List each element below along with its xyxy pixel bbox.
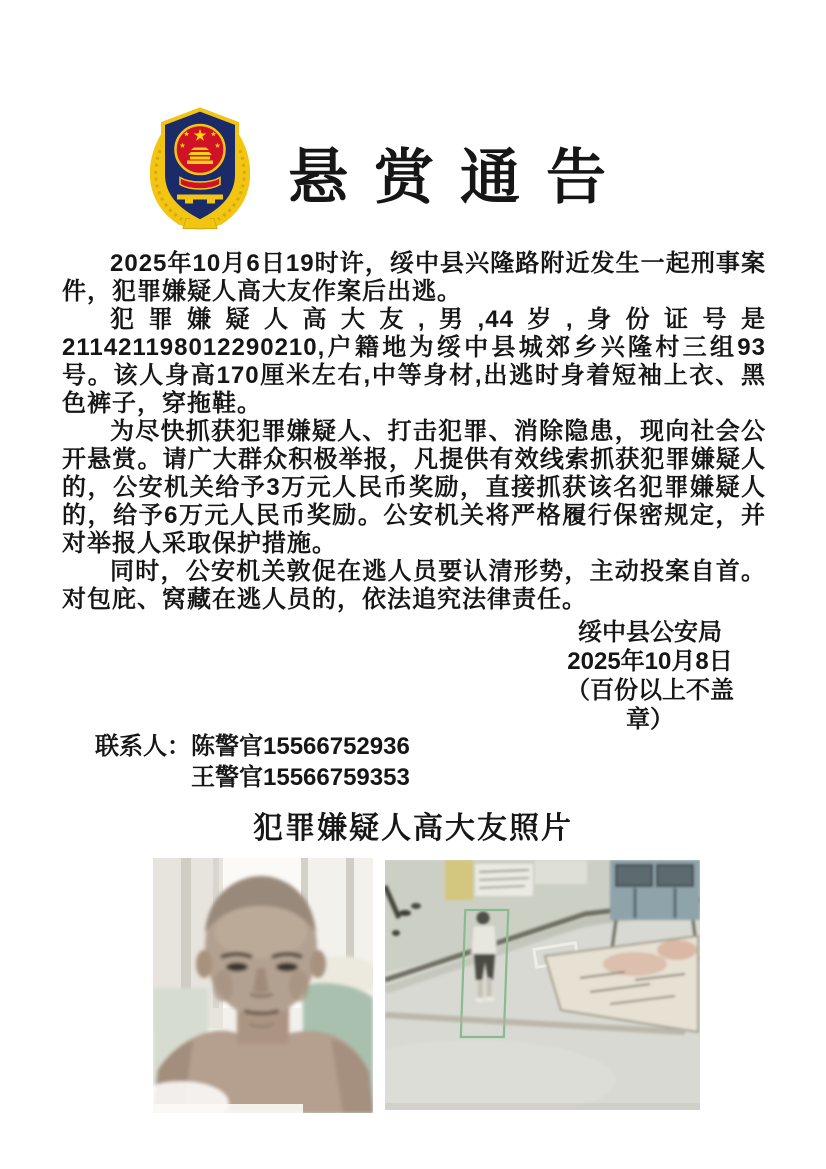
- paragraph-reward: 为尽快抓获犯罪嫌疑人、打击犯罪、消除隐患，现向社会公开悬赏。请广大群众积极举报，凡提供有效线索抓获犯罪嫌疑人的，公安机关给予3万元人民币奖励，直接抓获该名犯罪嫌疑人的，给予6万元人民币奖励。公安机关将严格履行保密规定，并对举报人采取保护措施。: [62, 418, 766, 557]
- contact-label: 联系人：: [95, 733, 191, 760]
- contact-line-1: [95, 731, 410, 762]
- contact-officer-2: 王警官15566759353: [191, 764, 410, 791]
- police-emblem-icon: [150, 104, 250, 230]
- suspect-portrait-photo: [153, 858, 373, 1113]
- paragraph-surrender: 同时，公安机关敦促在逃人员要认清形势，主动投案自首。对包庇、窝藏在逃人员的，依法追究法律责任。: [62, 558, 766, 613]
- paragraph-suspect-info: 犯罪嫌疑人高大友,男,44岁,身份证号是211421198012290210,户籍地为绥中县城郊乡兴隆村三组93号。该人身高170厘米左右,中等身材,出逃时身着短袖上衣、黑色裤子，穿拖鞋。: [62, 306, 766, 417]
- notice-title: 悬赏通告: [288, 145, 632, 211]
- contact-officer-1: 陈警官15566752936: [191, 733, 410, 760]
- contact-block: [95, 731, 410, 793]
- photos-caption: 犯罪嫌疑人高大友照片: [253, 812, 573, 845]
- notice-body: [62, 250, 766, 614]
- signature-agency: 绥中县公安局: [578, 619, 722, 646]
- cctv-surveillance-photo: [385, 860, 700, 1110]
- signature-block: [552, 618, 748, 734]
- signature-date: 2025年10月8日: [567, 648, 733, 675]
- signature-note: （百份以上不盖章）: [566, 677, 734, 733]
- paragraph-incident: 2025年10月6日19时许，绥中县兴隆路附近发生一起刑事案件，犯罪嫌疑人高大友作案后出逃。: [62, 250, 766, 305]
